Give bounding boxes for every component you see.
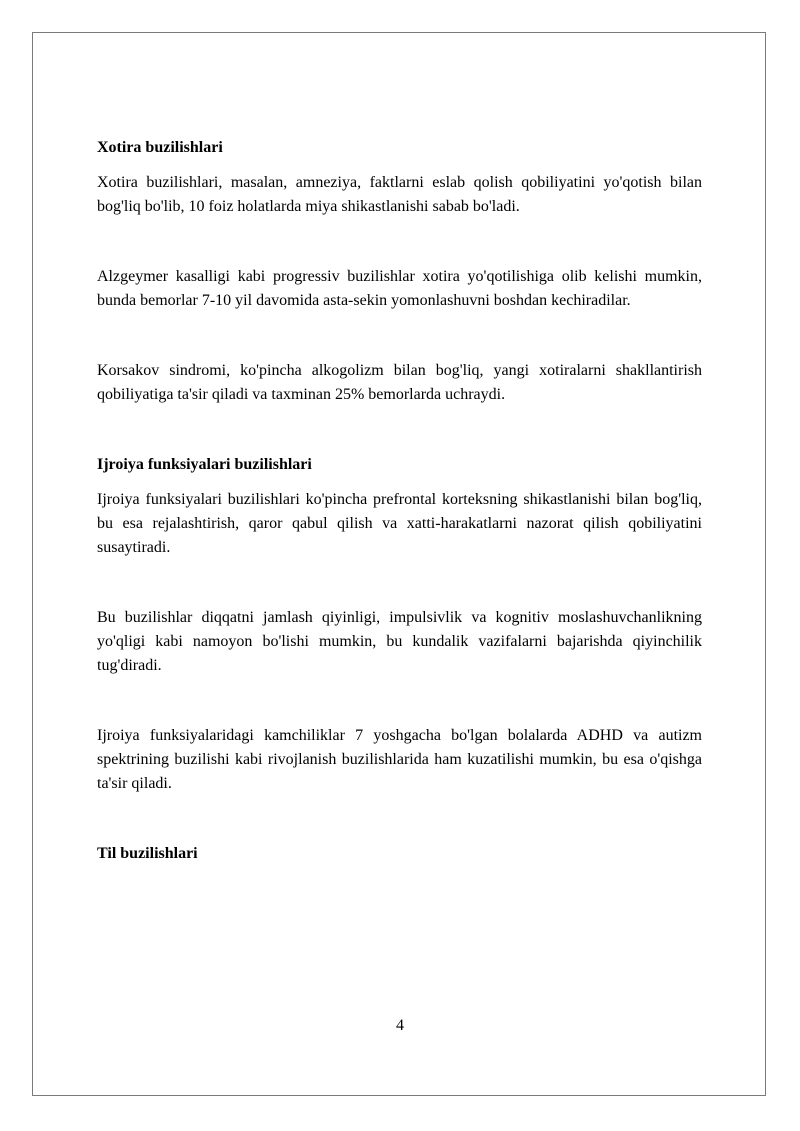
section-heading: Xotira buzilishlari — [97, 139, 223, 156]
paragraph: Ijroiya funksiyalari buzilishlari ko'pincha prefrontal korteksning shikastlanishi bilan bog'liq, bu esa rejalashtirish, qaror qabul qilish va xatti-harakatlarni nazorat qilish qobiliyatini susaytiradi. — [97, 491, 702, 556]
section-executive-function-disorders — [97, 453, 702, 796]
document-body — [97, 136, 702, 877]
section-memory-disorders — [97, 136, 702, 407]
page-number: 4 — [396, 1017, 404, 1034]
section-heading: Ijroiya funksiyalari buzilishlari — [97, 456, 312, 473]
paragraph: Korsakov sindromi, ko'pincha alkogolizm bilan bog'liq, yangi xotiralarni shakllantirish qobiliyatiga ta'sir qiladi va taxminan 25% bemorlarda uchraydi. — [97, 362, 702, 403]
paragraph: Bu buzilishlar diqqatni jamlash qiyinligi, impulsivlik va kognitiv moslashuvchanlikning yo'qligi kabi namoyon bo'lishi mumkin, bu kundalik vazifalarni bajarishda qiyinchilik tug'diradi. — [97, 609, 702, 674]
paragraph: Ijroiya funksiyalaridagi kamchiliklar 7 yoshgacha bo'lgan bolalarda ADHD va autizm spektrining buzilishi kabi rivojlanish buzilishlarida ham kuzatilishi mumkin, bu esa o'qishga ta'sir qiladi. — [97, 727, 702, 792]
section-heading: Til buzilishlari — [97, 845, 198, 862]
paragraph: Alzgeymer kasalligi kabi progressiv buzilishlar xotira yo'qotilishiga olib kelishi mumkin, bunda bemorlar 7-10 yil davomida asta-sekin yomonlashuvni boshdan kechiradilar. — [97, 268, 702, 309]
section-language-disorders — [97, 842, 702, 866]
paragraph: Xotira buzilishlari, masalan, amneziya, faktlarni eslab qolish qobiliyatini yo'qotish bilan bog'liq bo'lib, 10 foiz holatlarda miya shikastlanishi sabab bo'ladi. — [97, 174, 702, 215]
